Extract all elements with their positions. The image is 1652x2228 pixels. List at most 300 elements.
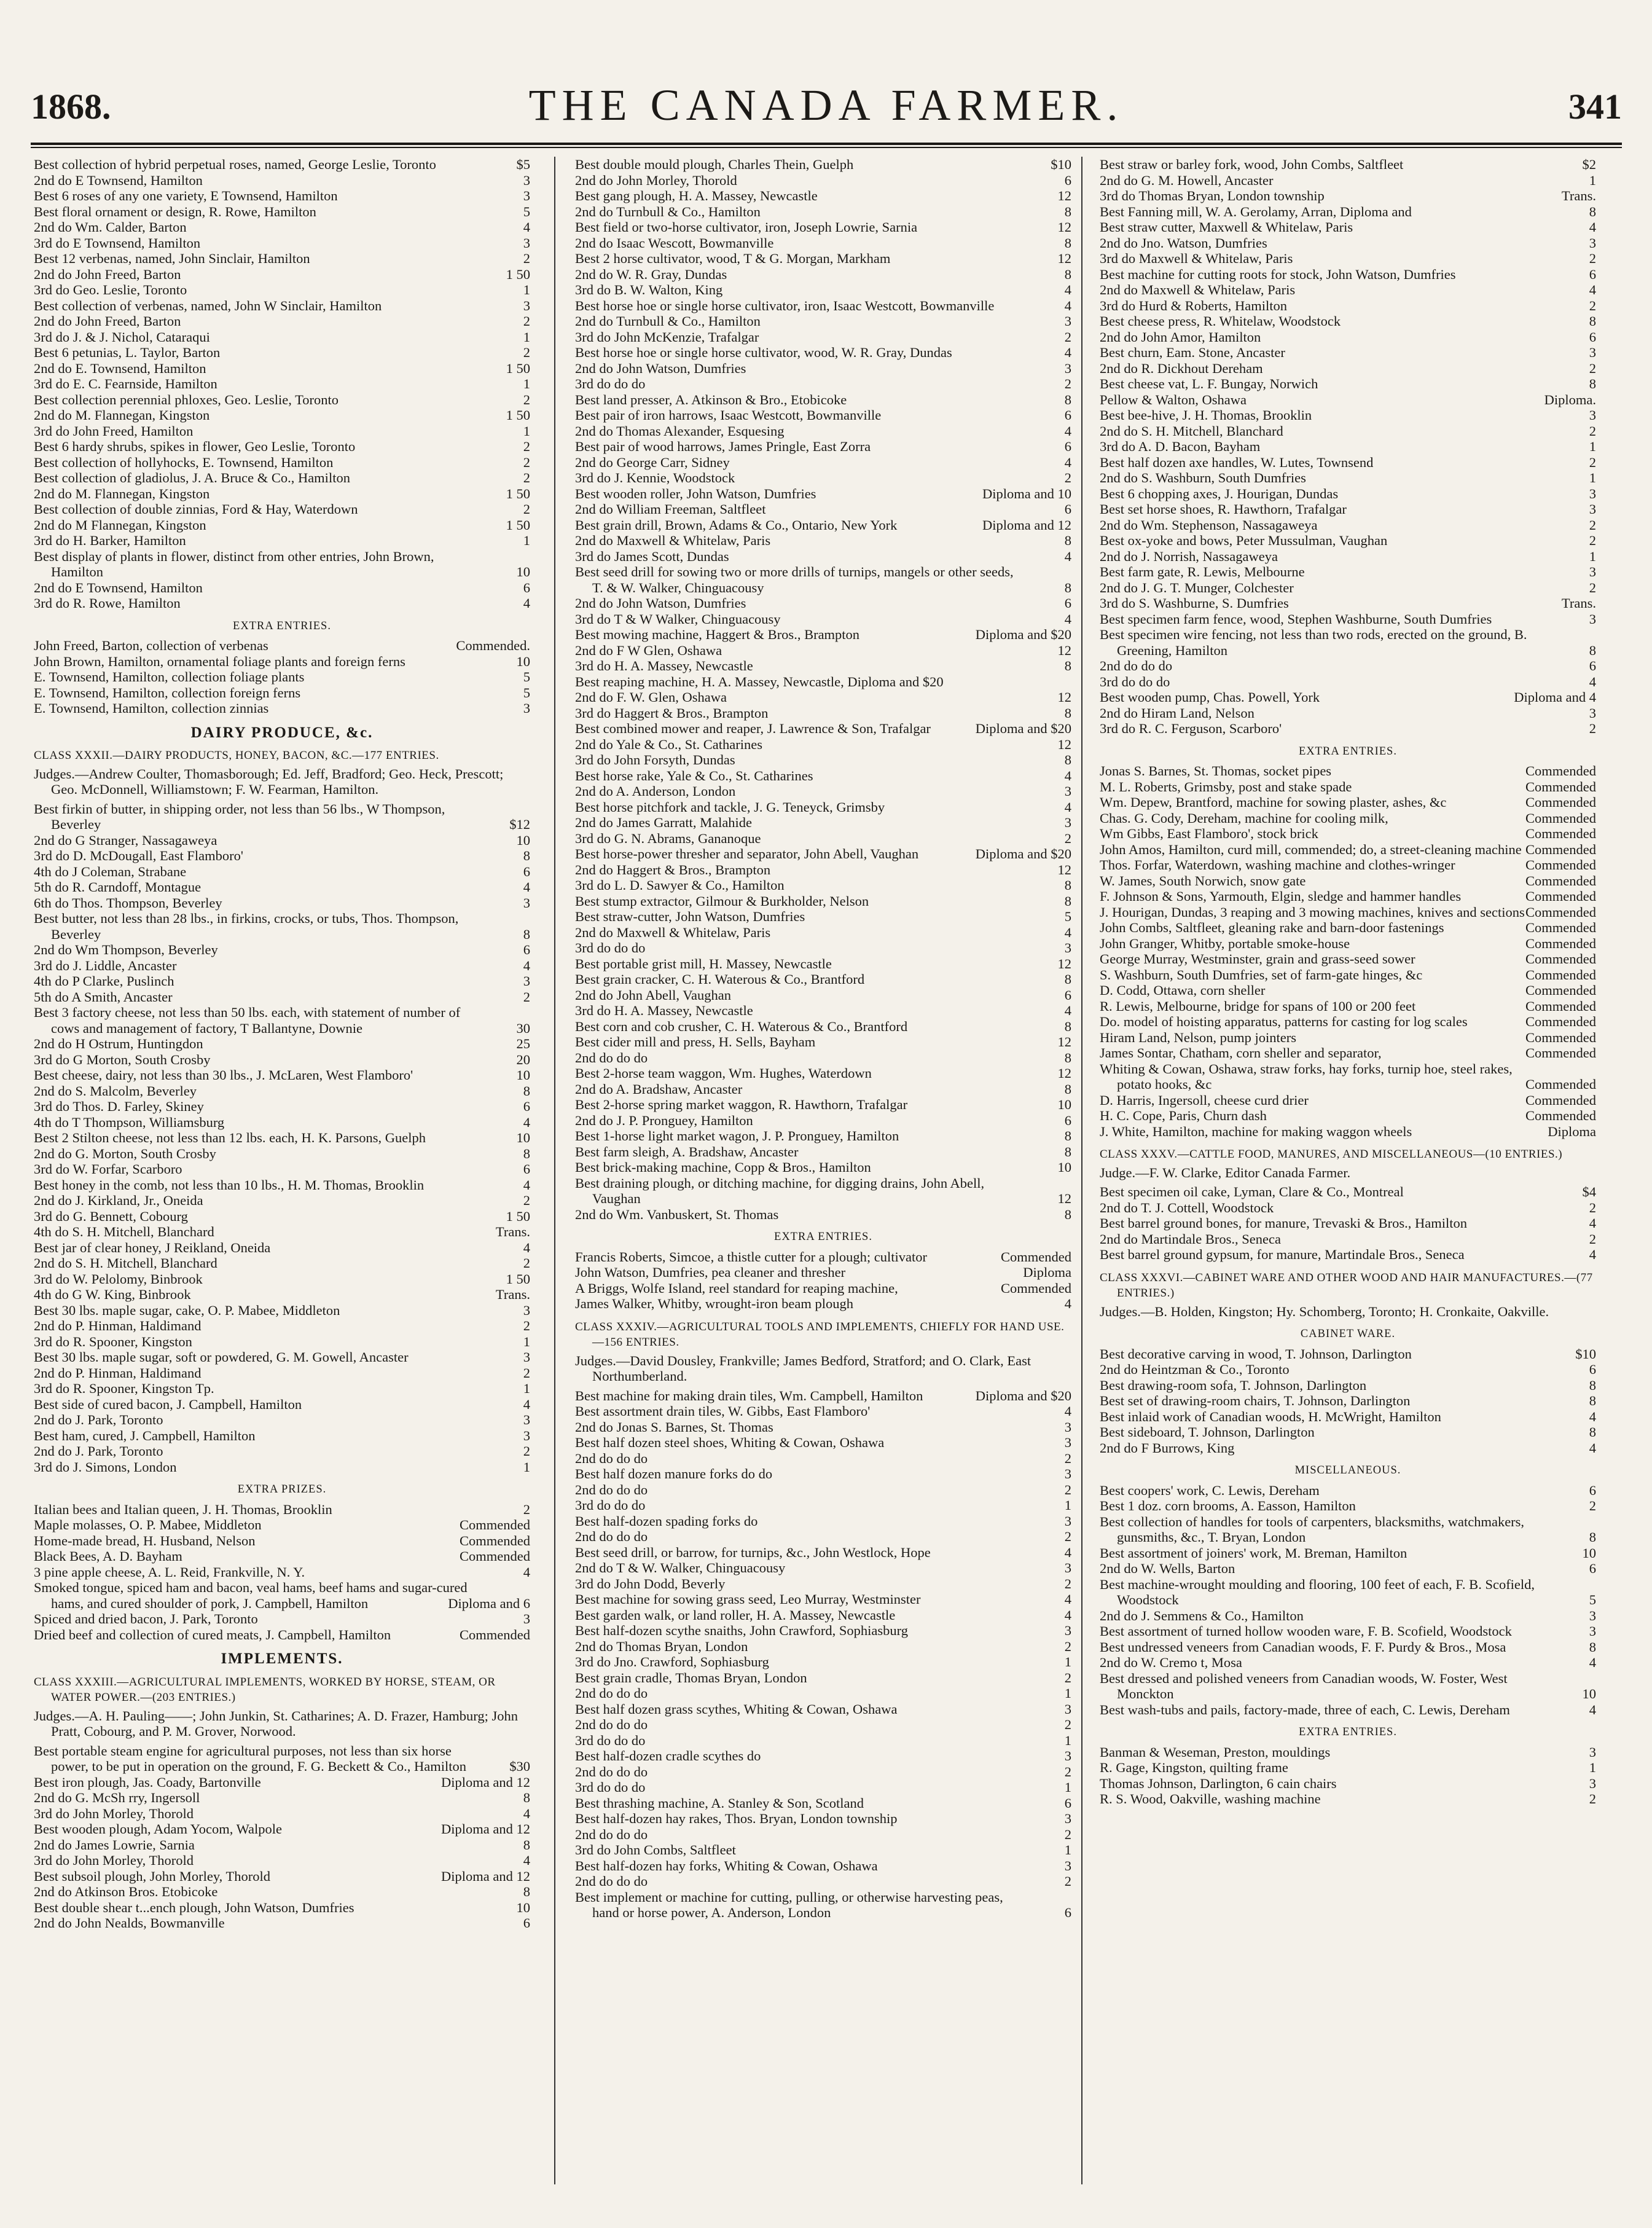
prize-entry <box>34 1775 530 1791</box>
prize-value: 6 <box>1064 439 1071 454</box>
prize-entry <box>1100 1247 1596 1263</box>
prize-value: Commended <box>1001 1249 1071 1265</box>
entry-text: 2nd do Atkinson Bros. Etobicoke <box>34 1884 218 1899</box>
prize-entry <box>575 1623 1071 1639</box>
prize-entry <box>34 1083 530 1099</box>
prize-entry <box>34 1806 530 1822</box>
prize-value: 3 <box>1064 1419 1071 1435</box>
prize-value: Commended <box>1525 951 1596 967</box>
prize-entry <box>575 768 1071 784</box>
entry-text: Best collection of double zinnias, Ford & Hay, Waterdown <box>34 501 358 517</box>
prize-entry <box>1100 1346 1596 1362</box>
prize-entry <box>34 1067 530 1083</box>
prize-value: 12 <box>1057 955 1071 971</box>
entry-text: 3rd do Jno. Crawford, Sophiasburg <box>575 1654 769 1669</box>
prize-value: 4 <box>1064 924 1071 940</box>
prize-entry <box>575 533 1071 549</box>
entry-text: 2nd do Wm Thompson, Beverley <box>34 942 218 957</box>
prize-value: 2 <box>1589 251 1596 266</box>
prize-entry <box>575 298 1071 314</box>
entry-text: D. Codd, Ottawa, corn sheller <box>1100 983 1266 998</box>
entry-text: J. White, Hamilton, machine for making waggon wheels <box>1100 1123 1412 1139</box>
prize-value: 4 <box>1589 282 1596 297</box>
prize-value: 8 <box>523 848 530 863</box>
entry-text: 2nd do Turnbull & Co., Hamilton <box>575 203 761 219</box>
prize-entry <box>575 877 1071 893</box>
prize-value: 1 <box>1064 1842 1071 1857</box>
prize-value: 4 <box>1064 799 1071 815</box>
entry-text: 3rd do R. C. Ferguson, Scarboro' <box>1100 721 1282 736</box>
prize-value: 12 <box>1057 1065 1071 1081</box>
prize-entry <box>1100 888 1596 904</box>
entry-text: Best machine for sowing grass seed, Leo Murray, Westminster <box>575 1591 921 1607</box>
prize-value: 3 <box>523 297 530 313</box>
prize-value: 3 <box>1064 1560 1071 1575</box>
prize-value: 3 <box>1064 1513 1071 1529</box>
entry-text: Best machine-wrought moulding and flooring, 100 feet of each, F. B. Scofield, Woodstock <box>1100 1576 1535 1607</box>
entry-text: 3rd do do do <box>575 1497 646 1513</box>
prize-entry <box>575 564 1071 595</box>
subsection-heading: EXTRA ENTRIES. <box>233 619 331 632</box>
prize-value: 1 <box>523 329 530 345</box>
prize-value: 3 <box>1589 501 1596 517</box>
section-heading: IMPLEMENTS. <box>221 1650 343 1667</box>
column-right <box>1100 157 1596 2203</box>
prize-value: 4 <box>523 1564 530 1580</box>
prize-value: 2 <box>1064 376 1071 391</box>
prize-value: 2 <box>1589 721 1596 736</box>
prize-value: 1 <box>523 376 530 391</box>
prize-entry <box>1100 345 1596 361</box>
prize-entry <box>1100 873 1596 889</box>
entry-text: 2nd do E. Townsend, Hamilton <box>34 360 206 376</box>
prize-entry <box>1100 313 1596 329</box>
prize-entry <box>34 1611 530 1627</box>
prize-entry <box>34 1443 530 1459</box>
prize-value: 4 <box>1064 1403 1071 1419</box>
entry-text: E. Townsend, Hamilton, collection foliage plants <box>34 669 305 684</box>
prize-value: 6 <box>1589 266 1596 282</box>
entry-text: Best stump extractor, Gilmour & Burkholder, Nelson <box>575 893 869 909</box>
prize-value: 3 <box>1589 705 1596 721</box>
entry-text: Best inlaid work of Canadian woods, H. McWright, Hamilton <box>1100 1408 1441 1424</box>
entry-text: Best grain cradle, Thomas Bryan, London <box>575 1669 807 1685</box>
prize-entry <box>575 1482 1071 1498</box>
prize-entry <box>1100 1608 1596 1624</box>
prize-value: Diploma and 10 <box>982 485 1071 501</box>
prize-entry <box>575 846 1071 862</box>
prize-entry <box>575 752 1071 768</box>
prize-entry <box>1100 1639 1596 1655</box>
prize-entry <box>1100 763 1596 779</box>
entry-text: Best corn and cob crusher, C. H. Waterous & Co., Brantford <box>575 1018 908 1034</box>
entry-text: F. Johnson & Sons, Yarmouth, Elgin, sledge and hammer handles <box>1100 888 1462 904</box>
entry-text: John Granger, Whitby, portable smoke-house <box>1100 935 1350 951</box>
entry-text: 2nd do James Garratt, Malahide <box>575 815 753 830</box>
entry-text: Best farm sleigh, A. Bradshaw, Ancaster <box>575 1143 799 1159</box>
newspaper-title: THE CANADA FARMER. <box>528 80 1124 130</box>
entry-text: Best combined mower and reaper, J. Lawrence & Son, Trafalgar <box>575 721 931 736</box>
prize-entry <box>34 879 530 895</box>
entry-text: 2nd do John Freed, Barton <box>34 313 181 329</box>
entry-text: 2nd do Turnbull & Co., Hamilton <box>575 313 761 329</box>
entry-text: R. Lewis, Melbourne, bridge for spans of 100 or 200 feet <box>1100 998 1416 1014</box>
entry-text: Best machine for making drain tiles, Wm. Campbell, Hamilton <box>575 1387 923 1403</box>
prize-entry <box>1100 1231 1596 1247</box>
prize-value: 6 <box>1064 595 1071 611</box>
prize-value: Trans. <box>1561 188 1596 203</box>
prize-entry <box>575 925 1071 941</box>
prize-entry <box>1100 689 1596 705</box>
prize-value: 8 <box>1064 1018 1071 1034</box>
prize-value: Commended <box>1525 1045 1596 1061</box>
prize-value: Commended <box>1525 1108 1596 1123</box>
prize-value: 3 <box>1064 1623 1071 1638</box>
prize-value: 3 <box>1064 1435 1071 1450</box>
prize-value: 8 <box>523 1837 530 1853</box>
entry-text: 3rd do W. Pelolomy, Binbrook <box>34 1271 203 1287</box>
entry-text: 6th do Thos. Thompson, Beverley <box>34 895 222 911</box>
entry-text: Best 6 roses of any one variety, E Townsend, Hamilton <box>34 188 338 203</box>
prize-entry <box>575 1873 1071 1889</box>
prize-entry <box>34 864 530 880</box>
prize-value: $30 <box>509 1759 530 1774</box>
prize-entry <box>1100 361 1596 377</box>
entry-text: Best 2-horse spring market waggon, R. Hawthorn, Trafalgar <box>575 1097 908 1112</box>
entry-text: Best portable steam engine for agricultural purposes, not less than six horse power, to be put in operation on the ground, F. G. Beckett & Co., Hamilton <box>34 1743 466 1774</box>
prize-value: 1 50 <box>506 266 530 282</box>
entry-text: 2nd do S. H. Mitchell, Blanchard <box>34 1255 217 1271</box>
prize-entry <box>575 1466 1071 1482</box>
prize-entry <box>575 455 1071 471</box>
prize-entry <box>34 1412 530 1428</box>
prize-entry <box>34 942 530 958</box>
entry-text: John Brown, Hamilton, ornamental foliage plants and foreign ferns <box>34 653 405 669</box>
entry-text: 2nd do H Ostrum, Huntingdon <box>34 1036 203 1051</box>
entry-text: 2nd do Heintzman & Co., Toronto <box>1100 1362 1290 1377</box>
prize-value: 1 <box>1064 1497 1071 1513</box>
prize-entry <box>575 815 1071 831</box>
entry-text: Black Bees, A. D. Bayham <box>34 1548 182 1564</box>
prize-entry <box>575 1889 1071 1921</box>
prize-entry <box>575 1639 1071 1655</box>
prize-value: $10 <box>1051 157 1071 172</box>
entry-text: 4th do J Coleman, Strabane <box>34 863 187 879</box>
entry-text: Best collection of handles for tools of carpenters, blacksmiths, watchmakers, gunsmiths, &c., T. Bryan, London <box>1100 1513 1525 1545</box>
prize-entry <box>1100 1655 1596 1671</box>
prize-entry <box>34 517 530 533</box>
judges-line: Judge.—F. W. Clarke, Editor Canada Farmer. <box>1100 1164 1351 1180</box>
entry-text: H. C. Cope, Paris, Churn dash <box>1100 1108 1267 1123</box>
entry-text: 2nd do John Watson, Dumfries <box>575 595 746 611</box>
prize-entry <box>575 1249 1071 1265</box>
prize-entry <box>34 267 530 283</box>
entry-text: 2nd do Maxwell & Whitelaw, Paris <box>575 533 771 548</box>
masthead-rule <box>31 143 1622 148</box>
prize-entry <box>1100 998 1596 1014</box>
entry-text: Best 6 chopping axes, J. Hourigan, Dundas <box>1100 485 1339 501</box>
prize-value: 3 <box>1064 783 1071 799</box>
prize-entry <box>575 313 1071 329</box>
prize-value: 2 <box>1064 470 1071 485</box>
entry-text: 3rd do T & W Walker, Chinguacousy <box>575 611 781 627</box>
entry-text: 2nd do John Freed, Barton <box>34 266 181 282</box>
subsection-heading: CABINET WARE. <box>1300 1328 1396 1340</box>
entry-text: Best cheese press, R. Whitelaw, Woodstock <box>1100 313 1341 329</box>
entry-text: 3rd do E Townsend, Hamilton <box>34 235 201 251</box>
prize-value: 8 <box>1589 203 1596 219</box>
prize-entry <box>34 345 530 361</box>
entry-text: 2nd do E Townsend, Hamilton <box>34 172 203 188</box>
class-heading: CLASS XXXIII.—AGRICULTURAL IMPLEMENTS, WORKED BY HORSE, STEAM, OR WATER POWER.—(203 ENTRIES.) <box>34 1675 496 1704</box>
prize-value: 8 <box>1064 893 1071 909</box>
prize-entry <box>575 173 1071 189</box>
prize-entry <box>1100 267 1596 283</box>
prize-entry <box>1100 1498 1596 1514</box>
prize-entry <box>34 204 530 220</box>
entry-text: 2nd do J. Kirkland, Jr., Oneida <box>34 1193 203 1208</box>
entry-text: Best assortment of turned hollow wooden ware, F. B. Scofield, Woodstock <box>1100 1623 1512 1639</box>
prize-value: 8 <box>523 1884 530 1899</box>
entry-text: 2nd do T. J. Cottell, Woodstock <box>1100 1199 1274 1215</box>
prize-value: 2 <box>523 439 530 454</box>
entry-text: 2nd do S. H. Mitchell, Blanchard <box>1100 423 1283 439</box>
entry-text: Best half-dozen hay rakes, Thos. Bryan, London township <box>575 1811 898 1826</box>
prize-value: 3 <box>523 188 530 203</box>
entry-text: 3rd do W. Forfar, Scarboro <box>34 1161 182 1177</box>
entry-text: 3rd do James Scott, Dundas <box>575 548 729 564</box>
entry-text: 2nd do J. P. Pronguey, Hamilton <box>575 1112 753 1128</box>
prize-entry <box>575 1019 1071 1035</box>
entry-text: 2nd do Wm. Stephenson, Nassagaweya <box>1100 517 1318 533</box>
prize-entry <box>575 251 1071 267</box>
entry-text: Best honey in the comb, not less than 10 lbs., H. M. Thomas, Brooklin <box>34 1177 425 1193</box>
prize-entry <box>575 721 1071 737</box>
entry-text: 2nd do John Nealds, Bowmanville <box>34 1915 225 1931</box>
entry-text: Best 6 petunias, L. Taylor, Barton <box>34 345 221 360</box>
prize-entry <box>575 1113 1071 1129</box>
entry-text: 2nd do do do <box>575 1873 648 1889</box>
entry-text: Best half-dozen hay forks, Whiting & Cowan, Oshawa <box>575 1857 878 1873</box>
entry-text: Best wooden roller, John Watson, Dumfries <box>575 485 816 501</box>
prize-entry <box>1100 173 1596 189</box>
prize-entry <box>34 188 530 204</box>
prize-entry <box>575 1513 1071 1529</box>
prize-entry <box>34 298 530 314</box>
prize-entry <box>1100 1045 1596 1061</box>
entry-text: Best cheese vat, L. F. Bungay, Norwich <box>1100 376 1318 391</box>
prize-value: 4 <box>523 1805 530 1821</box>
prize-value: 3 <box>1064 940 1071 955</box>
prize-value: 5 <box>523 669 530 684</box>
prize-entry <box>34 1821 530 1837</box>
prize-value: 2 <box>1064 1717 1071 1732</box>
prize-value: 8 <box>1064 1081 1071 1097</box>
prize-entry <box>1100 157 1596 173</box>
prize-entry <box>575 1560 1071 1576</box>
prize-entry <box>575 705 1071 721</box>
entry-text: Best set horse shoes, R. Hawthorn, Trafalgar <box>1100 501 1347 517</box>
prize-value: Commended <box>460 1517 530 1532</box>
prize-value: Commended <box>1525 794 1596 810</box>
prize-value: 3 <box>1589 1744 1596 1760</box>
entry-text: 3rd do do do <box>575 1779 646 1795</box>
prize-entry <box>575 1050 1071 1066</box>
entry-text: Best churn, Eam. Stone, Ancaster <box>1100 345 1285 360</box>
entry-text: Best side of cured bacon, J. Campbell, Hamilton <box>34 1396 302 1412</box>
prize-entry <box>34 1853 530 1869</box>
entry-text: Best assortment drain tiles, W. Gibbs, East Flamboro' <box>575 1403 871 1419</box>
prize-value: Commended <box>460 1626 530 1642</box>
prize-value: 8 <box>1064 1049 1071 1065</box>
entry-text: 2nd do do do <box>575 1450 648 1466</box>
entry-text: Jonas S. Barnes, St. Thomas, socket pipes <box>1100 763 1332 779</box>
prize-entry <box>34 638 530 654</box>
prize-value: 3 <box>523 1611 530 1626</box>
prize-entry <box>575 1529 1071 1545</box>
entry-text: George Murray, Westminster, grain and grass-seed sower <box>1100 951 1415 967</box>
entry-text: Spiced and dried bacon, J. Park, Toronto <box>34 1611 258 1626</box>
prize-value: 4 <box>1589 219 1596 235</box>
prize-entry <box>575 549 1071 565</box>
prize-entry <box>1100 1440 1596 1456</box>
prize-value: Commended <box>1525 1014 1596 1029</box>
prize-entry <box>34 580 530 596</box>
prize-entry <box>34 1240 530 1256</box>
entry-text: 2nd do J. Semmens & Co., Hamilton <box>1100 1607 1304 1623</box>
entry-text: 2nd do W. Cremo t, Mosa <box>1100 1655 1242 1670</box>
entry-text: John Watson, Dumfries, pea cleaner and thresher <box>575 1265 846 1280</box>
entry-text: 2nd do do do <box>575 1685 648 1701</box>
entry-text: Best draining plough, or ditching machine, for digging drains, John Abell, Vaughan <box>575 1175 985 1206</box>
prize-entry <box>1100 1215 1596 1231</box>
prize-value: 1 <box>1064 1685 1071 1701</box>
prize-value: 8 <box>1064 705 1071 721</box>
entry-text: 3rd do S. Washburne, S. Dumfries <box>1100 595 1289 611</box>
entry-text: Best dressed and polished veneers from Canadian woods, W. Foster, West Monckton <box>1100 1670 1508 1701</box>
prize-entry <box>575 674 1071 690</box>
prize-entry <box>34 1564 530 1580</box>
prize-value: 3 <box>523 1412 530 1427</box>
prize-value: 3 <box>523 973 530 989</box>
prize-value: 2 <box>523 454 530 470</box>
entry-text: 2nd do T & W. Walker, Chinguacousy <box>575 1560 786 1575</box>
prize-value: 12 <box>1057 219 1071 235</box>
prize-entry <box>34 376 530 392</box>
prize-value: 12 <box>1057 736 1071 752</box>
prize-value: 2 <box>523 1365 530 1381</box>
prize-entry <box>575 893 1071 909</box>
entry-text: Best cheese, dairy, not less than 30 lbs., J. McLaren, West Flamboro' <box>34 1067 413 1083</box>
entry-text: 2nd do E Townsend, Hamilton <box>34 579 203 595</box>
entry-text: J. Hourigan, Dundas, 3 reaping and 3 mowing machines, knives and sections <box>1100 904 1525 920</box>
prize-value: 1 <box>523 1459 530 1475</box>
entry-text: Best collection of gladiolus, J. A. Bruce & Co., Hamilton <box>34 470 350 485</box>
prize-value: 2 <box>1064 830 1071 846</box>
prize-value: 3 <box>523 172 530 188</box>
entry-text: Best collection of hybrid perpetual roses, named, George Leslie, Toronto <box>34 157 436 172</box>
entry-text: 2nd do A. Bradshaw, Ancaster <box>575 1081 743 1097</box>
entry-text: Best grain cracker, C. H. Waterous & Co., Brantford <box>575 971 865 987</box>
prize-value: 4 <box>1064 1003 1071 1018</box>
prize-value: 2 <box>1589 533 1596 548</box>
prize-value: 1 <box>1064 1779 1071 1795</box>
prize-value: Commended <box>1525 779 1596 794</box>
prize-entry <box>34 455 530 471</box>
entry-text: 3rd do A. D. Bacon, Bayham <box>1100 439 1261 454</box>
entry-text: Francis Roberts, Simcoe, a thistle cutter for a plough; cultivator <box>575 1249 927 1265</box>
prize-value: 10 <box>516 1899 530 1915</box>
entry-text: Best half dozen axe handles, W. Lutes, Townsend <box>1100 454 1374 470</box>
entry-text: Home-made bread, H. Husband, Nelson <box>34 1532 256 1548</box>
prize-value: 8 <box>1064 971 1071 987</box>
prize-entry <box>1100 455 1596 471</box>
prize-value: 4 <box>1064 282 1071 297</box>
prize-entry <box>1100 1514 1596 1545</box>
prize-entry <box>34 1177 530 1193</box>
prize-entry <box>575 361 1071 377</box>
prize-value: 1 50 <box>506 407 530 423</box>
prize-entry <box>34 1381 530 1397</box>
prize-value: 1 <box>523 1381 530 1396</box>
prize-entry <box>34 1130 530 1146</box>
prize-value: 8 <box>1064 203 1071 219</box>
prize-value: 12 <box>1057 642 1071 658</box>
prize-entry <box>1100 967 1596 983</box>
entry-text: Best undressed veneers from Canadian woods, F. F. Purdy & Bros., Mosa <box>1100 1639 1506 1655</box>
prize-value: 8 <box>1064 391 1071 407</box>
entry-text: E. Townsend, Hamilton, collection foreign ferns <box>34 684 301 700</box>
prize-value: 8 <box>1064 235 1071 251</box>
prize-value: 2 <box>523 989 530 1005</box>
subsection-heading: EXTRA ENTRIES. <box>1299 1726 1397 1738</box>
prize-entry <box>575 329 1071 345</box>
prize-value: 5 <box>523 684 530 700</box>
prize-entry <box>1100 423 1596 439</box>
entry-text: Pellow & Walton, Oshawa <box>1100 391 1247 407</box>
entry-text: 3rd do J. Simons, London <box>34 1459 177 1475</box>
prize-value: 4 <box>1064 611 1071 627</box>
entry-text: Best double shear t...ench plough, John Watson, Dumfries <box>34 1899 354 1915</box>
entry-text: 3rd do D. McDougall, East Flamboro' <box>34 848 243 863</box>
entry-text: 3rd do R. Rowe, Hamilton <box>34 595 181 611</box>
entry-text: 3rd do John Freed, Hamilton <box>34 423 194 439</box>
prize-entry <box>1100 501 1596 517</box>
entry-text: 2nd do G. McSh rry, Ingersoll <box>34 1790 200 1805</box>
entry-text: 3rd do Geo. Leslie, Toronto <box>34 282 187 297</box>
prize-entry <box>1100 1623 1596 1639</box>
entry-text: R. S. Wood, Oakville, washing machine <box>1100 1791 1321 1806</box>
entry-text: M. L. Roberts, Grimsby, post and stake spade <box>1100 779 1352 794</box>
entry-text: Best iron plough, Jas. Coady, Bartonville <box>34 1774 261 1790</box>
prize-value: 2 <box>1064 1873 1071 1889</box>
prize-entry <box>1100 1362 1596 1378</box>
entry-text: 2nd do G. M. Howell, Ancaster <box>1100 172 1274 188</box>
prize-entry <box>34 1146 530 1162</box>
entry-text: John Amos, Hamilton, curd mill, commended; do, a street-cleaning machine <box>1100 841 1522 857</box>
prize-entry <box>34 313 530 329</box>
prize-value: $12 <box>509 817 530 832</box>
entry-text: Best gang plough, H. A. Massey, Newcastle <box>575 188 818 203</box>
prize-value: 8 <box>523 1083 530 1099</box>
entry-text: Best 3 factory cheese, not less than 50 lbs. each, with statement of number of cows and management of factory, T Ballantyne, Downie <box>34 1005 461 1036</box>
entry-text: 3rd do G. Bennett, Cobourg <box>34 1208 188 1224</box>
entry-text: Best collection of verbenas, named, John W Sinclair, Hamilton <box>34 297 382 313</box>
prize-value: 6 <box>1589 1482 1596 1498</box>
prize-entry <box>575 407 1071 423</box>
entry-text: 3rd do Haggert & Bros., Brampton <box>575 705 769 721</box>
prize-entry <box>575 1265 1071 1281</box>
